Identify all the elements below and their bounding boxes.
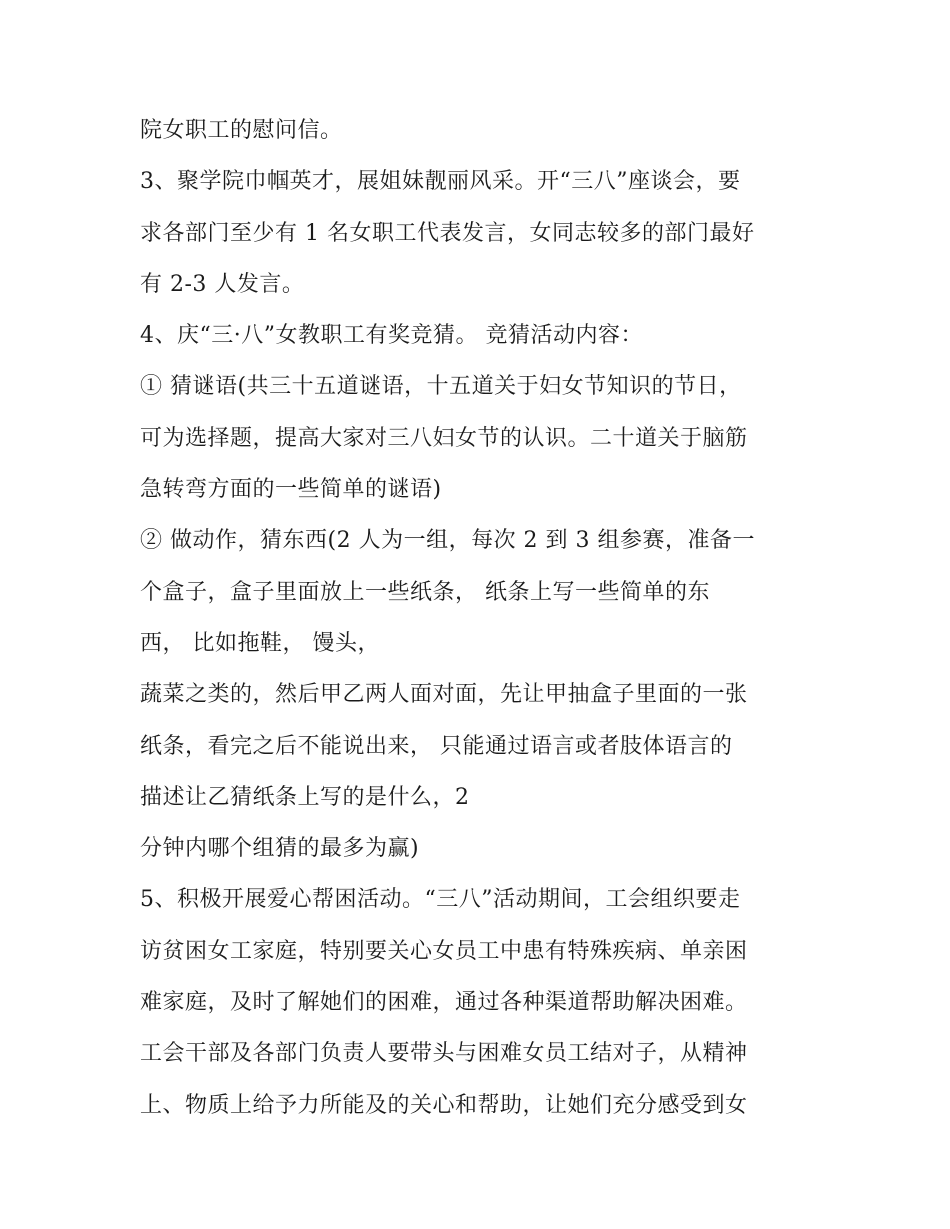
- text-line: 访贫困女工家庭，特别要关心女员工中患有特殊疾病、单亲困: [140, 938, 748, 964]
- text-line: 难家庭，及时了解她们的困难，通过各种渠道帮助解决困难。: [140, 990, 748, 1016]
- text-line: 工会干部及各部门负责人要带头与困难女员工结对子，从精神: [140, 1041, 748, 1067]
- text-line: 上、物质上给予力所能及的关心和帮助，让她们充分感受到女: [140, 1092, 748, 1118]
- text-line: ① 猜谜语(共三十五道谜语，十五道关于妇女节知识的节日，: [140, 374, 742, 400]
- text-line: 个盒子，盒子里面放上一些纸条， 纸条上写一些简单的东: [140, 579, 710, 605]
- text-line: 院女职工的慰问信。: [140, 118, 343, 143]
- text-line: 可为选择题，提高大家对三八妇女节的认识。二十道关于脑筋: [140, 425, 748, 451]
- text-line: 纸条，看完之后不能说出来， 只能通过语言或者肢体语言的: [140, 733, 733, 759]
- text-line: ② 做动作，猜东西(2 人为一组，每次 2 到 3 组参赛，准备一: [140, 528, 756, 554]
- text-line: 蔬菜之类的，然后甲乙两人面对面，先让甲抽盒子里面的一张: [140, 682, 748, 708]
- text-line: 分钟内哪个组猜的最多为赢): [140, 836, 420, 862]
- document-body: [140, 105, 820, 1131]
- text-line: 4、庆“三·八”女教职工有奖竞猜。 竞猜活动内容：: [140, 323, 643, 349]
- text-line: 急转弯方面的一些简单的谜语): [140, 477, 442, 503]
- text-line: 描述让乙猜纸条上写的是什么，2: [140, 784, 470, 810]
- text-line: 有 2-3 人发言。: [140, 271, 305, 297]
- text-line: 求各部门至少有 1 名女职工代表发言，女同志较多的部门最好: [140, 220, 755, 246]
- text-line: 西， 比如拖鞋， 馒头，: [140, 630, 380, 656]
- text-line: 5、积极开展爱心帮困活动。“三八”活动期间，工会组织要走: [140, 887, 741, 913]
- text-line: 3、聚学院巾帼英才，展姐妹靓丽风采。开“三八”座谈会，要: [140, 169, 741, 195]
